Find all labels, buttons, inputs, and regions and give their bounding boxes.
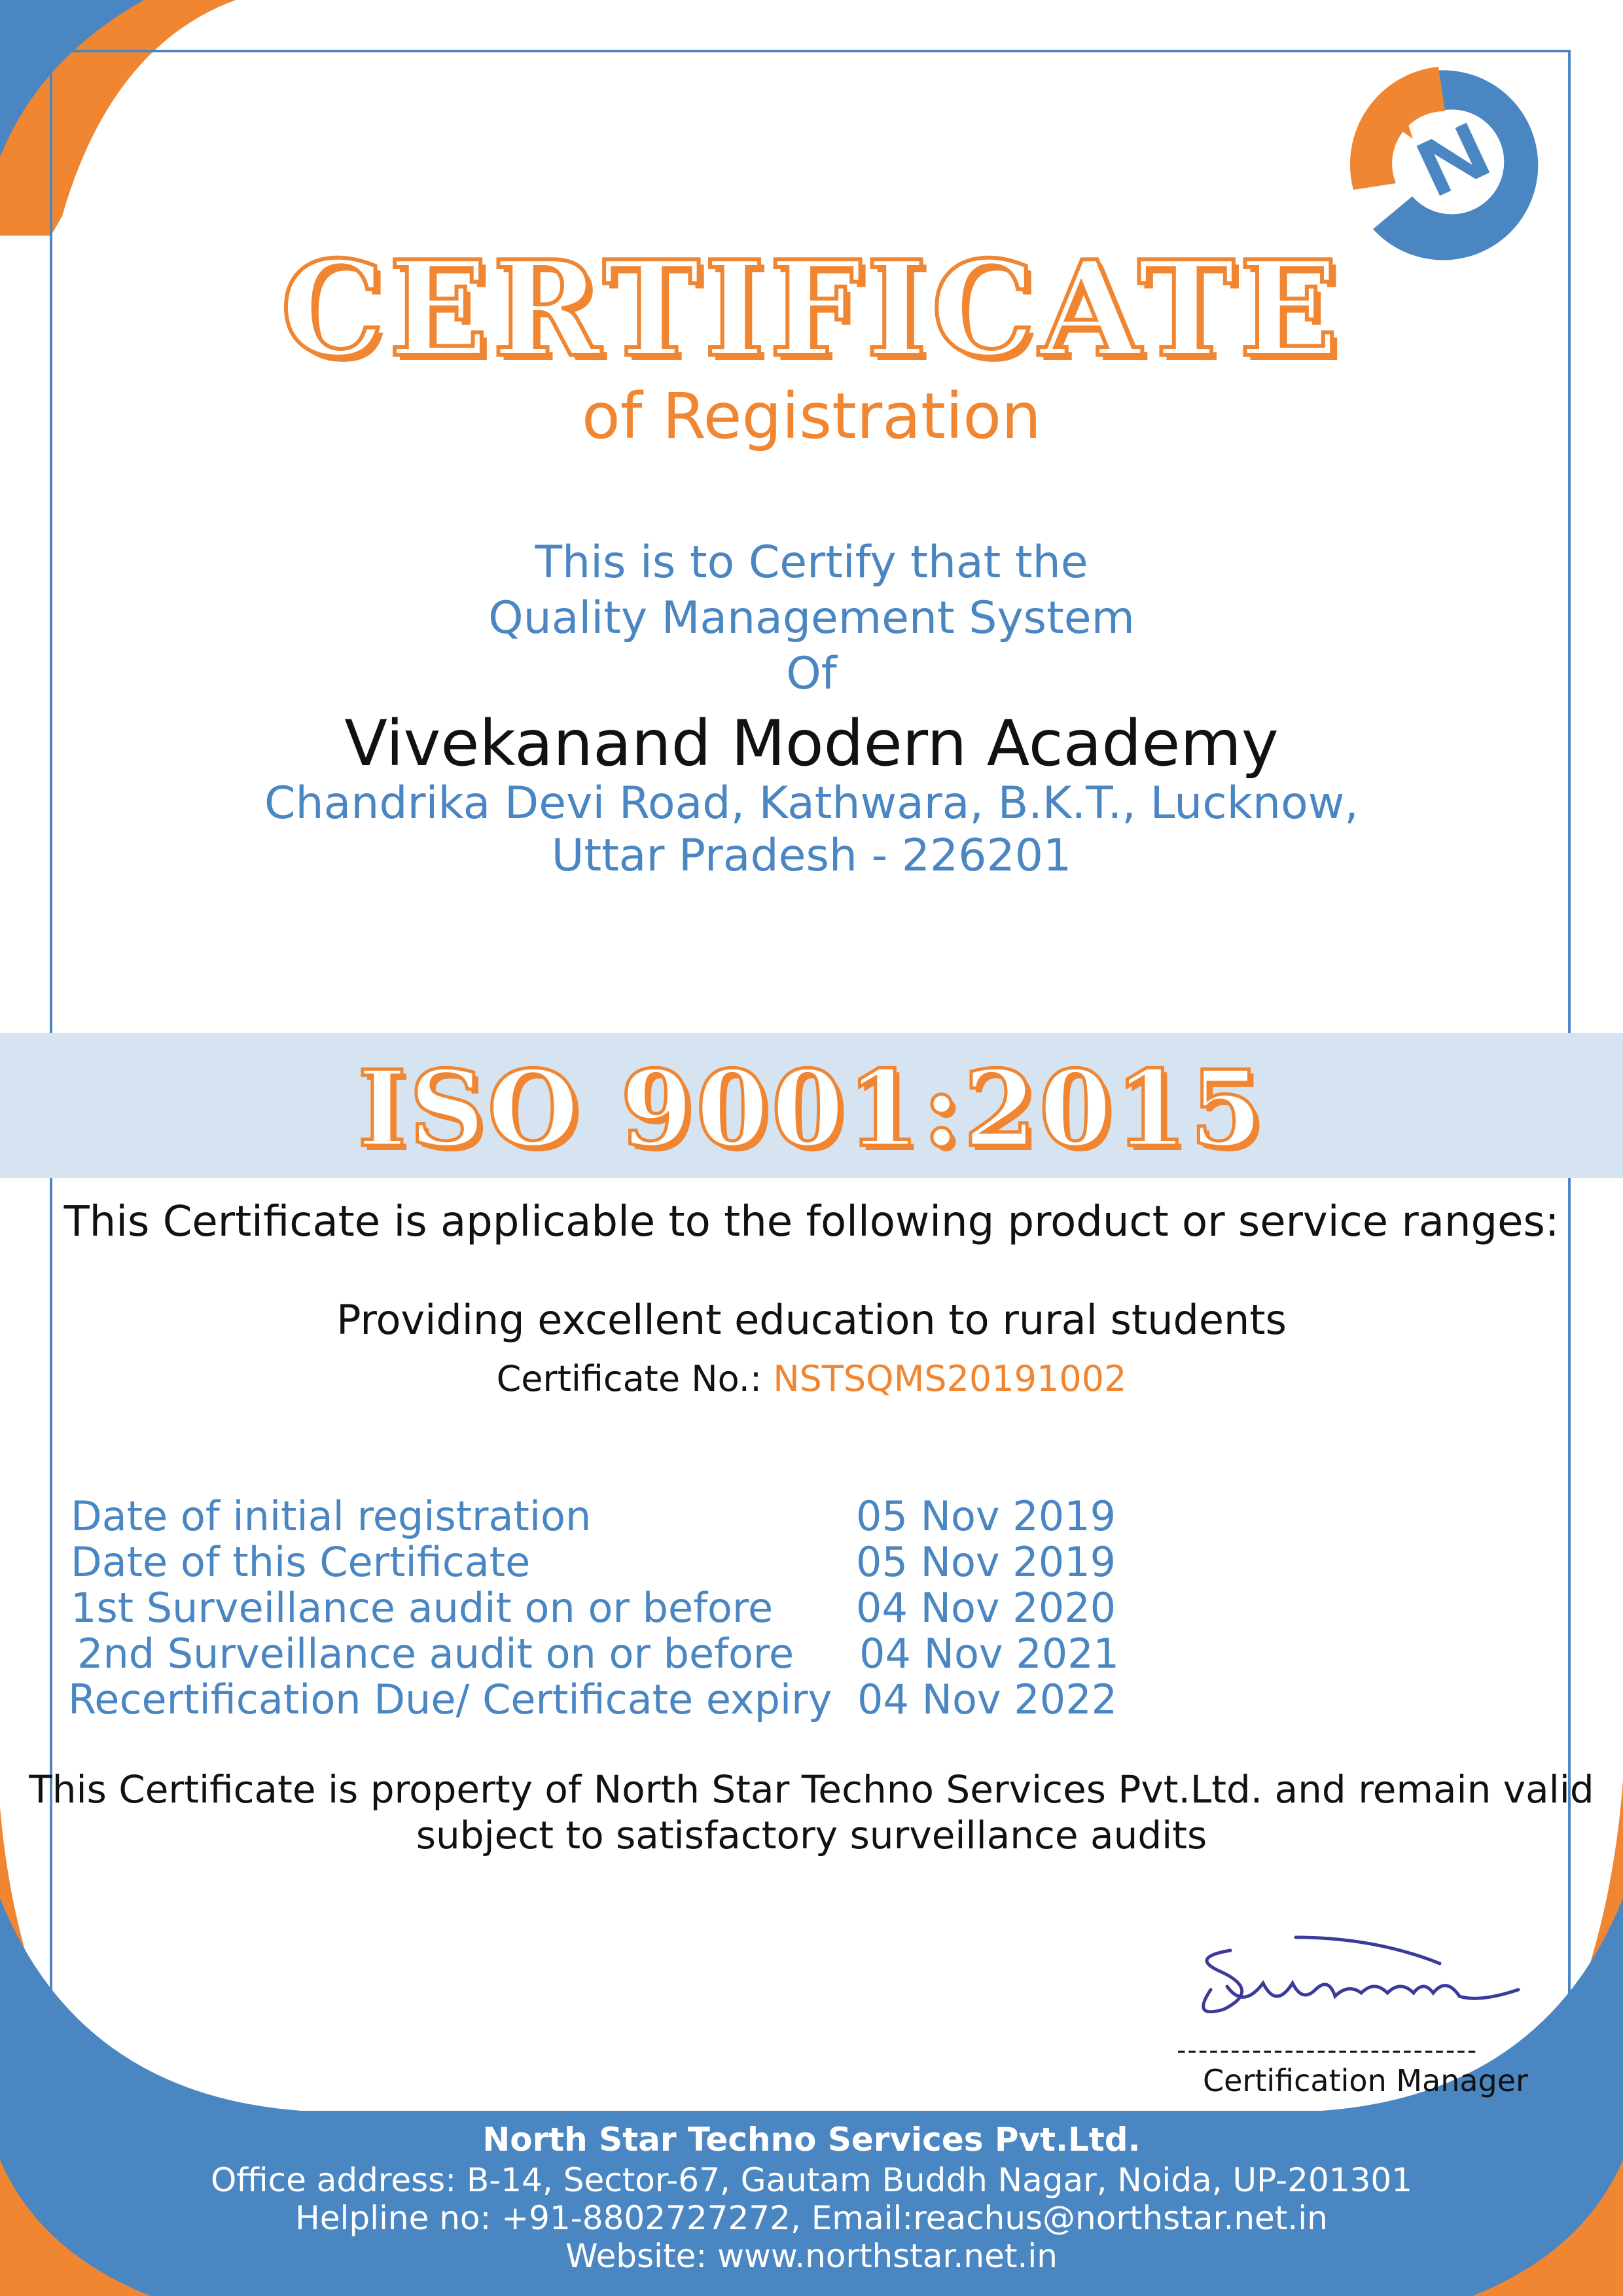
footer-company-name: North Star Techno Services Pvt.Ltd. xyxy=(482,2121,1141,2159)
intro-line-3: Of xyxy=(786,648,837,700)
footer-helpline: Helpline no: +91-8802727272, Email:reachus@northstar.net.in xyxy=(295,2199,1328,2237)
footer-office-address: Office address: B-14, Sector-67, Gautam Buddh Nagar, Noida, UP-201301 xyxy=(210,2161,1413,2199)
date-row-label: 2nd Surveillance audit on or before xyxy=(77,1630,794,1677)
intro-line-2: Quality Management System xyxy=(488,592,1135,644)
certificate-title: CERTIFICATE xyxy=(280,232,1343,386)
applicable-text: This Certificate is applicable to the following product or service ranges: xyxy=(63,1198,1560,1246)
signature-line: ---------------------------- xyxy=(1177,2036,1478,2066)
address-line-1: Chandrika Devi Road, Kathwara, B.K.T., Lucknow, xyxy=(264,778,1359,829)
date-row-value: 05 Nov 2019 xyxy=(856,1492,1116,1540)
date-row-label: Recertification Due/ Certificate expiry xyxy=(68,1676,832,1723)
iso-standard: ISO 9001:2015 xyxy=(357,1047,1266,1170)
property-statement-line-2: subject to satisfactory surveillance audits xyxy=(416,1813,1207,1857)
date-row xyxy=(68,1676,1573,1728)
date-row xyxy=(71,1492,1576,1545)
service-scope: Providing excellent education to rural students xyxy=(336,1296,1287,1344)
date-row-value: 04 Nov 2021 xyxy=(859,1630,1120,1677)
date-row-value: 05 Nov 2019 xyxy=(856,1538,1116,1586)
certificate-number xyxy=(0,1358,1623,1399)
signer-title: Certification Manager xyxy=(1203,2063,1528,2098)
organization-name: Vivekanand Modern Academy xyxy=(344,707,1279,780)
date-row-label: Date of initial registration xyxy=(71,1492,592,1540)
certificate-number-value: NSTSQMS20191002 xyxy=(773,1358,1127,1399)
date-row xyxy=(71,1584,1576,1636)
date-row xyxy=(77,1630,1582,1682)
intro-line-1: This is to Certify that the xyxy=(535,537,1088,588)
north-star-logo-icon xyxy=(1350,67,1538,260)
handwritten-signature xyxy=(1204,1937,1518,2012)
date-row xyxy=(71,1538,1576,1590)
certificate-subtitle: of Registration xyxy=(582,380,1041,453)
address-line-2: Uttar Pradesh - 226201 xyxy=(551,830,1072,882)
date-row-value: 04 Nov 2022 xyxy=(857,1676,1118,1723)
property-statement-line-1: This Certificate is property of North Star Techno Services Pvt.Ltd. and remain valid xyxy=(29,1767,1594,1812)
certificate-number-label: Certificate No.: xyxy=(496,1358,762,1399)
date-row-label: 1st Surveillance audit on or before xyxy=(71,1584,774,1632)
logo-n-letter xyxy=(1414,120,1493,199)
date-row-label: Date of this Certificate xyxy=(71,1538,531,1586)
footer-website: Website: www.northstar.net.in xyxy=(565,2237,1058,2275)
date-row-value: 04 Nov 2020 xyxy=(856,1584,1116,1632)
